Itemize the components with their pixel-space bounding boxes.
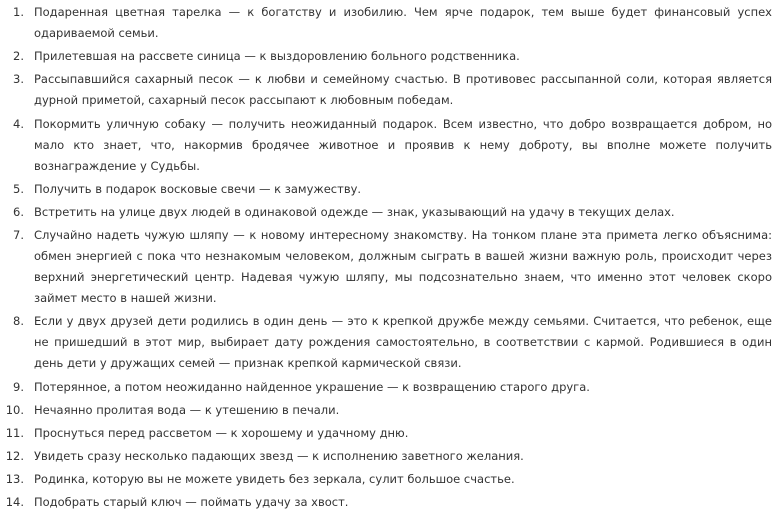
list-item — [0, 46, 782, 67]
item-text: Подобрать старый ключ — поймать удачу за хвост. — [34, 495, 349, 510]
item-number: 5. — [13, 181, 24, 196]
list-item — [0, 311, 782, 374]
list-item — [0, 225, 782, 309]
item-number: 12. — [5, 449, 24, 464]
item-text: Проснуться перед рассветом — к хорошему и удачному дню. — [34, 425, 409, 440]
item-number: 11. — [5, 425, 24, 440]
item-text: Если у двух друзей дети родились в один день — это к крепкой дружбе между семьями. Считается, что ребенок, еще не пришедший в этот мир, выбирает дату рождения самостоятельно, в соответствии с кармой. Родившиеся в один день дети у дружащих семей — признак крепкой кармической связи. — [34, 314, 772, 371]
item-text: Покормить уличную собаку — получить неожиданный подарок. Всем известно, что добро возвращается добром, но мало кто знает, что, накормив бродячее животное и проявив к нему доброту, вы вполне можете получить вознаграждение у Судьбы. — [34, 116, 772, 173]
item-number: 2. — [13, 49, 24, 64]
item-number: 14. — [5, 495, 24, 510]
item-text: Прилетевшая на рассвете синица — к выздоровлению больного родственника. — [34, 49, 520, 64]
list-item — [0, 400, 782, 421]
list-item — [0, 2, 782, 44]
list-item — [0, 492, 782, 513]
list-item — [0, 179, 782, 200]
item-text: Нечаянно пролитая вода — к утешению в печали. — [34, 402, 340, 417]
list-item — [0, 469, 782, 490]
item-number: 13. — [5, 472, 24, 487]
item-number: 7. — [13, 228, 24, 243]
item-number: 4. — [13, 116, 24, 131]
list-item — [0, 446, 782, 467]
list-item — [0, 377, 782, 398]
item-text: Встретить на улице двух людей в одинаковой одежде — знак, указывающий на удачу в текущих делах. — [34, 204, 675, 219]
item-text: Получить в подарок восковые свечи — к замужеству. — [34, 181, 362, 196]
item-number: 6. — [13, 204, 24, 219]
list-item — [0, 114, 782, 177]
item-text: Рассыпавшийся сахарный песок — к любви и семейному счастью. В противовес рассыпанной соли, которая является дурной приметой, сахарный песок рассыпают к любовным победам. — [34, 72, 772, 108]
item-number: 1. — [13, 5, 24, 19]
item-text: Потерянное, а потом неожиданно найденное украшение — к возвращению старого друга. — [34, 379, 590, 394]
list-item — [0, 423, 782, 444]
item-number: 10. — [5, 402, 24, 417]
list-item — [0, 202, 782, 223]
item-number: 9. — [13, 379, 24, 394]
item-text: Подаренная цветная тарелка — к богатству и изобилию. Чем ярче подарок, тем выше будет финансовый успех одариваемой семьи. — [34, 5, 772, 40]
item-number: 8. — [13, 314, 24, 329]
item-number: 3. — [13, 72, 24, 87]
item-text: Родинка, которую вы не можете увидеть без зеркала, сулит большое счастье. — [34, 472, 515, 487]
item-text: Случайно надеть чужую шляпу — к новому интересному знакомству. На тонком плане эта примета легко объяснима: обмен энергией с пока что незнакомым человеком, должным сыграть в вашей жизни важную роль, происходит через верхний энергетический центр. Надевая чужую шляпу, мы подсознательно знаем, что именно этот человек скоро займет место в нашей жизни. — [34, 228, 772, 306]
list-item — [0, 69, 782, 111]
item-text: Увидеть сразу несколько падающих звезд — к исполнению заветного желания. — [34, 449, 524, 464]
